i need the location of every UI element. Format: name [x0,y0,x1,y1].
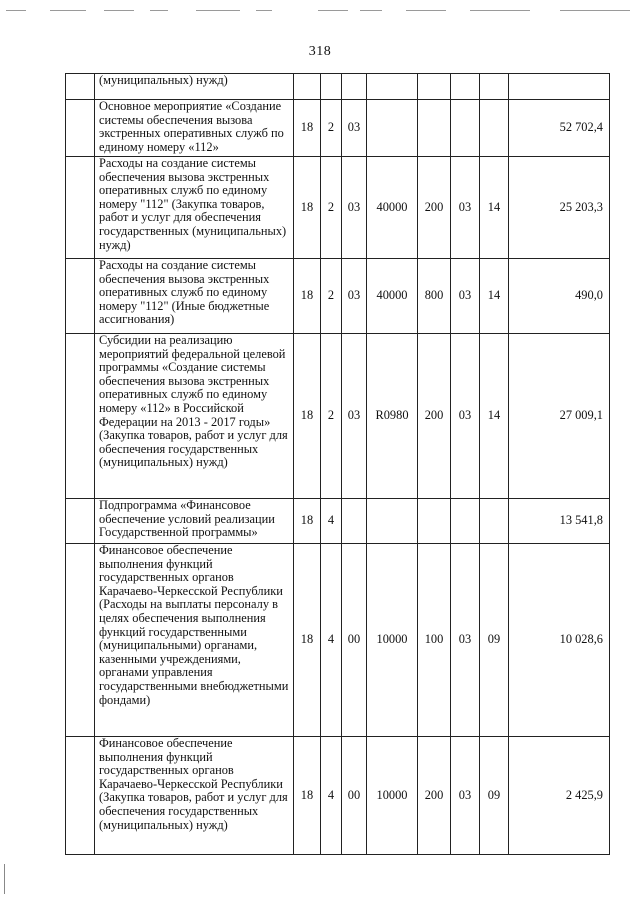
code-cell [451,499,480,544]
amount-cell [509,74,610,100]
table-row [66,157,610,259]
code-cell: 00 [342,544,367,737]
row-number-cell [66,157,95,259]
code-cell: 03 [451,334,480,499]
code-cell [294,74,321,100]
scan-artifact-line [0,10,640,14]
code-cell: R0980 [367,334,418,499]
code-cell [480,74,509,100]
page-number: 318 [308,44,332,59]
code-cell: 200 [418,157,451,259]
table-row [66,544,610,737]
code-cell: 18 [294,499,321,544]
code-cell: 14 [480,334,509,499]
code-cell: 4 [321,499,342,544]
amount-cell: 2 425,9 [509,737,610,855]
table-row [66,74,610,100]
code-cell [451,74,480,100]
code-cell: 09 [480,544,509,737]
code-cell: 18 [294,157,321,259]
scan-edge-mark [4,864,5,894]
row-number-cell [66,499,95,544]
description-cell: Субсидии на реализацию мероприятий федеральной целевой программы «Создание системы обеспечения вызова экстренных оперативных служб по единому номеру «112» в Российской Федерации на 2013 - 2017 годы» (Закупка товаров, работ и услуг для обеспечения государственных (муниципальных) нужд) [95,334,294,499]
budget-table [65,73,610,855]
row-number-cell [66,334,95,499]
code-cell: 09 [480,737,509,855]
code-cell: 2 [321,334,342,499]
code-cell: 00 [342,737,367,855]
description-cell: Финансовое обеспечение выполнения функций государственных органов Карачаево-Черкесской Республики (Закупка товаров, работ и услуг для обеспечения государственных (муниципальных) нужд) [95,737,294,855]
code-cell: 18 [294,100,321,157]
code-cell: 03 [451,157,480,259]
description-cell: Финансовое обеспечение выполнения функций государственных органов Карачаево-Черкесской Республики (Расходы на выплаты персоналу в целях обеспечения выполнения функций государственными (муниципальными) органами, казенными учреждениями, органами управления государственными внебюджетными фондами) [95,544,294,737]
row-number-cell [66,74,95,100]
code-cell [367,74,418,100]
code-cell [418,499,451,544]
code-cell [342,499,367,544]
code-cell [342,74,367,100]
code-cell [451,100,480,157]
code-cell: 800 [418,259,451,334]
table-row [66,100,610,157]
code-cell [418,100,451,157]
code-cell: 18 [294,544,321,737]
code-cell: 03 [451,544,480,737]
description-cell: Расходы на создание системы обеспечения вызова экстренных оперативных служб по единому номеру "112" (Иные бюджетные ассигнования) [95,259,294,334]
row-number-cell [66,544,95,737]
code-cell: 10000 [367,737,418,855]
row-number-cell [66,100,95,157]
table-row [66,334,610,499]
code-cell: 03 [342,100,367,157]
amount-cell: 52 702,4 [509,100,610,157]
table-row [66,499,610,544]
code-cell: 18 [294,334,321,499]
code-cell: 03 [451,259,480,334]
code-cell: 14 [480,157,509,259]
code-cell: 10000 [367,544,418,737]
description-cell: Подпрограмма «Финансовое обеспечение условий реализации Государственной программы» [95,499,294,544]
code-cell [418,74,451,100]
description-cell: Основное мероприятие «Создание системы обеспечения вызова экстренных оперативных служб по единому номеру «112» [95,100,294,157]
table-row [66,259,610,334]
code-cell: 200 [418,334,451,499]
code-cell: 40000 [367,157,418,259]
code-cell: 14 [480,259,509,334]
row-number-cell [66,737,95,855]
description-cell: Расходы на создание системы обеспечения вызова экстренных оперативных служб по единому номеру "112" (Закупка товаров, работ и услуг для обеспечения государственных (муниципальных) нужд) [95,157,294,259]
code-cell: 03 [342,157,367,259]
code-cell: 200 [418,737,451,855]
code-cell [480,499,509,544]
code-cell: 03 [342,259,367,334]
amount-cell: 27 009,1 [509,334,610,499]
code-cell: 40000 [367,259,418,334]
amount-cell: 490,0 [509,259,610,334]
code-cell: 2 [321,259,342,334]
code-cell [480,100,509,157]
code-cell [321,74,342,100]
amount-cell: 25 203,3 [509,157,610,259]
code-cell: 4 [321,544,342,737]
code-cell [367,100,418,157]
table-row [66,737,610,855]
amount-cell: 10 028,6 [509,544,610,737]
description-cell: (муниципальных) нужд) [95,74,294,100]
code-cell: 03 [451,737,480,855]
code-cell: 2 [321,100,342,157]
code-cell: 100 [418,544,451,737]
code-cell: 03 [342,334,367,499]
code-cell: 2 [321,157,342,259]
amount-cell: 13 541,8 [509,499,610,544]
row-number-cell [66,259,95,334]
code-cell: 18 [294,737,321,855]
code-cell: 4 [321,737,342,855]
code-cell [367,499,418,544]
code-cell: 18 [294,259,321,334]
